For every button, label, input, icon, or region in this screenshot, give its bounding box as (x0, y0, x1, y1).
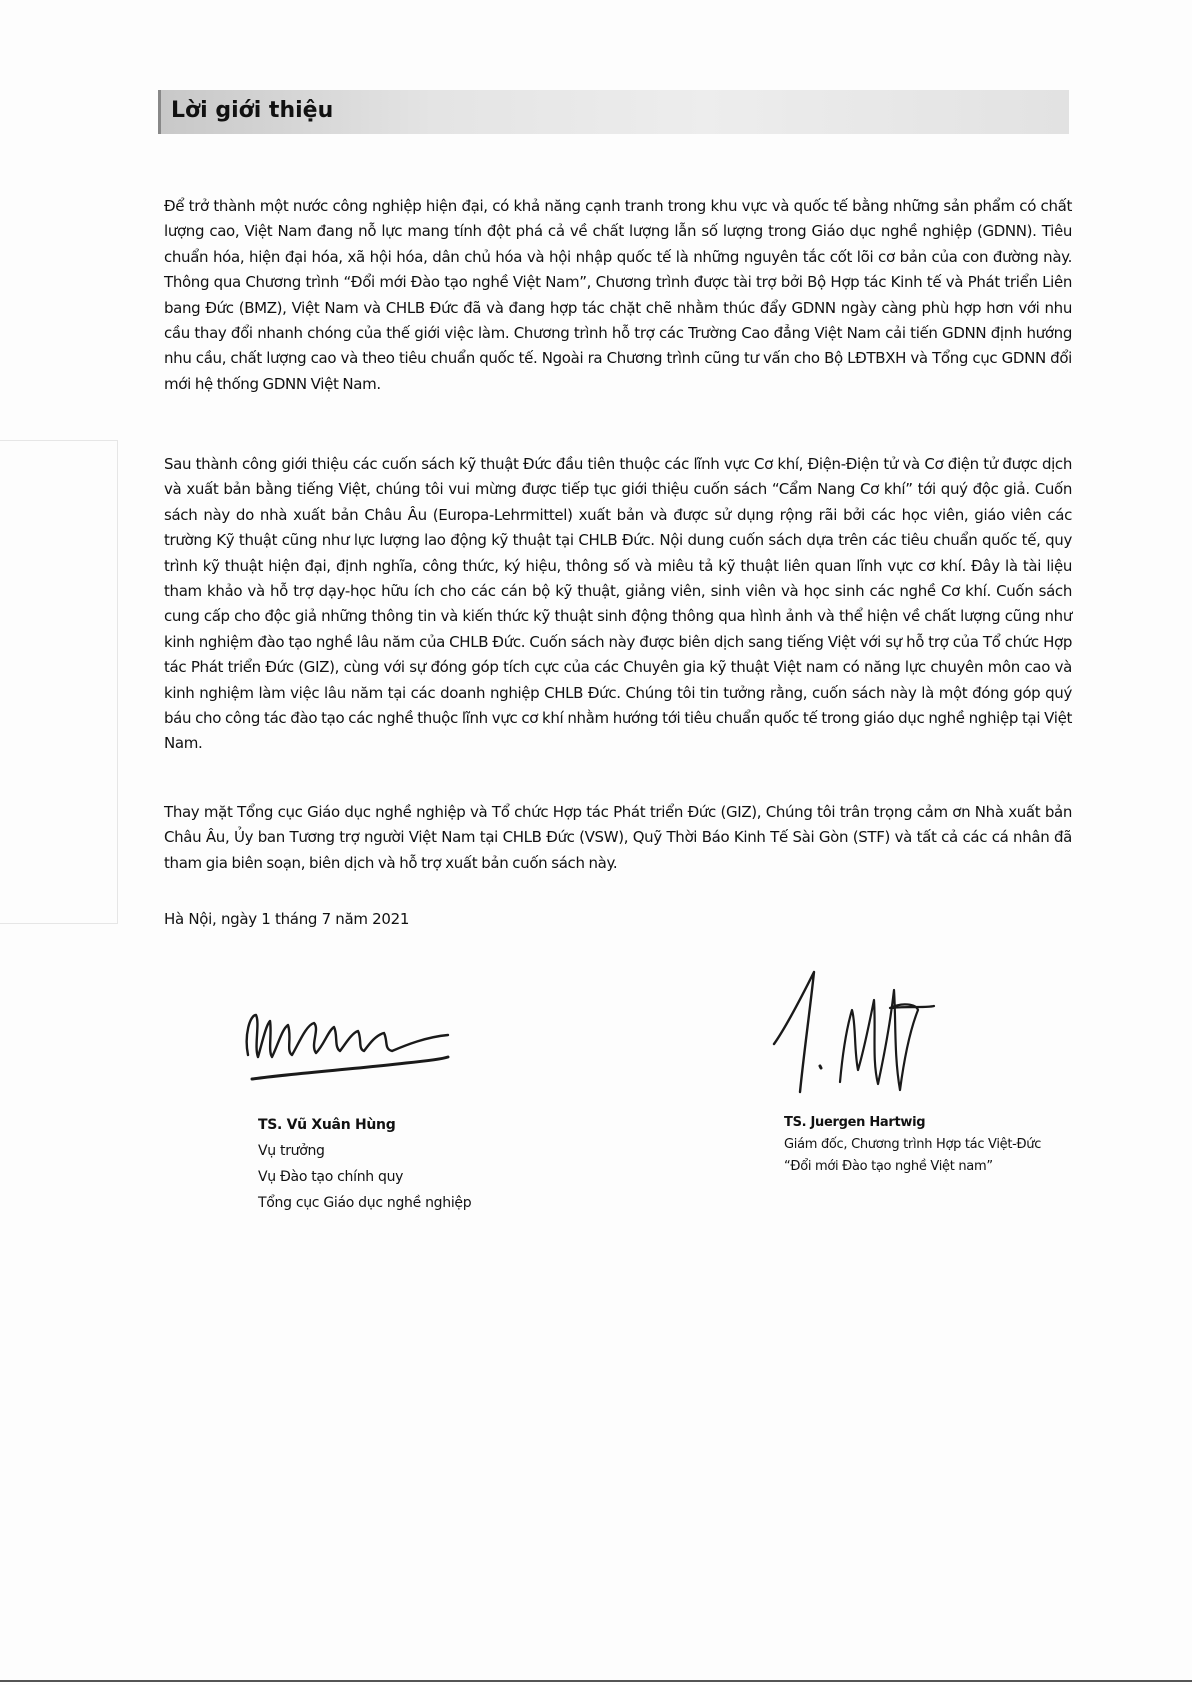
signer-right-block (784, 1112, 1041, 1178)
signer-right-program: “Đổi mới Đào tạo nghề Việt nam” (784, 1159, 993, 1174)
intro-paragraph-2: Sau thành công giới thiệu các cuốn sách kỹ thuật Đức đầu tiên thuộc các lĩnh vực Cơ khí, Điện-Điện tử và Cơ điện tử được dịch và xuất bản bằng tiếng Việt, chúng tôi vui mừng được tiếp tục giới thiệu cuốn sách “Cẩm Nang Cơ khí” tới quý độc giả. Cuốn sách này do nhà xuất bản Châu Âu (Europa-Lehrmittel) xuất bản và được sử dụng rộng rãi bởi các học viên, giáo viên các trường Kỹ thuật cũng như lực lượng lao động kỹ thuật tại CHLB Đức. Nội dung cuốn sách dựa trên các tiêu chuẩn quốc tế, quy trình kỹ thuật hiện đại, định nghĩa, công thức, ký hiệu, thông số và miêu tả kỹ thuật liên quan lĩnh vực cơ khí. Đây là tài liệu tham khảo và hỗ trợ dạy-học hữu ích cho các cán bộ kỹ thuật, giảng viên, sinh viên và học sinh các nghề Cơ khí. Cuốn sách cung cấp cho độc giả những thông tin và kiến thức kỹ thuật sinh động thông qua hình ảnh và thể hiện về chất lượng cũng như kinh nghiệm đào tạo nghề lâu năm của CHLB Đức. Cuốn sách này được biên dịch sang tiếng Việt với sự hỗ trợ của Tổ chức Hợp tác Phát triển Đức (GIZ), cùng với sự đóng góp tích cực của các Chuyên gia kỹ thuật Việt nam có năng lực chuyên môn cao và kinh nghiệm làm việc lâu năm tại các doanh nghiệp CHLB Đức. Chúng tôi tin tưởng rằng, cuốn sách này là một đóng góp quý báu cho công tác đào tạo các nghề thuộc lĩnh vực cơ khí nhằm hướng tới tiêu chuẩn quốc tế trong giáo dục nghề nghiệp tại Việt Nam. (164, 455, 1072, 753)
signer-right-name: TS. Juergen Hartwig (784, 1115, 926, 1130)
page-title: Lời giới thiệu (171, 98, 334, 123)
intro-paragraph-3: Thay mặt Tổng cục Giáo dục nghề nghiệp và Tổ chức Hợp tác Phát triển Đức (GIZ), Chúng tôi trân trọng cảm ơn Nhà xuất bản Châu Âu, Ủy ban Tương trợ người Việt Nam tại CHLB Đức (VSW), Quỹ Thời Báo Kinh Tế Sài Gòn (STF) và tất cả các cá nhân đã tham gia biên soạn, biên dịch và hỗ trợ xuất bản cuốn sách này. (164, 803, 1072, 872)
signer-left-role: Vụ trưởng (258, 1143, 325, 1159)
signer-right-role: Giám đốc, Chương trình Hợp tác Việt-Đức (784, 1137, 1042, 1152)
scan-artifact-line (0, 440, 118, 441)
page-bottom-rule (0, 1680, 1192, 1682)
scan-artifact-line (0, 923, 118, 924)
signer-left-organization: Tổng cục Giáo dục nghề nghiệp (258, 1195, 472, 1211)
intro-paragraph-1: Để trở thành một nước công nghiệp hiện đại, có khả năng cạnh tranh trong khu vực và quốc tế bằng những sản phẩm có chất lượng cao, Việt Nam đang nỗ lực mang tính đột phá cả về chất lượng lẫn số lượng trong Giáo dục nghề nghiệp (GDNN). Tiêu chuẩn hóa, hiện đại hóa, xã hội hóa, dân chủ hóa và hội nhập quốc tế là những nguyên tắc cốt lõi cơ bản của con đường này. Thông qua Chương trình “Đổi mới Đào tạo nghề Việt Nam”, Chương trình được tài trợ bởi Bộ Hợp tác Kinh tế và Phát triển Liên bang Đức (BMZ), Việt Nam và CHLB Đức đã và đang hợp tác chặt chẽ nhằm thúc đẩy GDNN ngày càng phù hợp hơn với nhu cầu thay đổi nhanh chóng của thế giới việc làm. Chương trình hỗ trợ các Trường Cao đẳng Việt Nam cải tiến GDNN định hướng nhu cầu, chất lượng cao và theo tiêu chuẩn quốc tế. Ngoài ra Chương trình cũng tư vấn cho Bộ LĐTBXH và Tổng cục GDNN đổi mới hệ thống GDNN Việt Nam. (164, 197, 1072, 393)
signature-right-image (770, 960, 950, 1100)
date-line: Hà Nội, ngày 1 tháng 7 năm 2021 (164, 910, 410, 928)
signature-left-image (236, 985, 486, 1085)
signer-left-name: TS. Vũ Xuân Hùng (258, 1117, 396, 1133)
signer-left-department: Vụ Đào tạo chính quy (258, 1169, 404, 1185)
signer-left-block (258, 1112, 471, 1216)
title-banner (158, 90, 1069, 134)
scan-artifact-line (117, 440, 118, 924)
